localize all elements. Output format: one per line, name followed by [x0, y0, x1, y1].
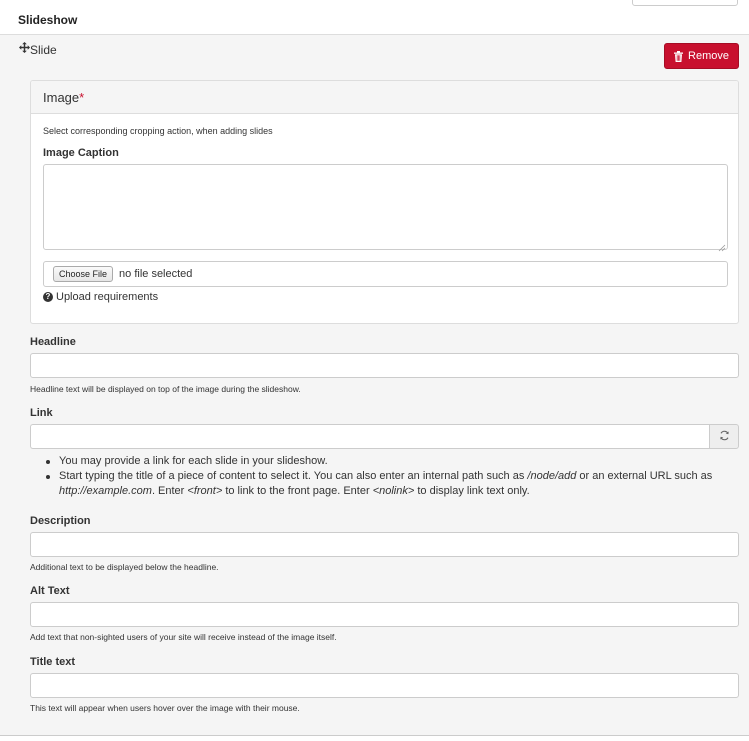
headline-input[interactable] [30, 353, 739, 378]
image-caption-textarea[interactable] [43, 164, 728, 250]
link-input[interactable] [30, 424, 709, 449]
example-node-path: /node/add [527, 470, 577, 482]
trash-icon [674, 51, 683, 62]
move-arrows-icon[interactable] [19, 42, 30, 55]
title-text-label: Title text [30, 656, 76, 668]
link-label: Link [30, 407, 53, 419]
description-help-text: Additional text to be displayed below the headline. [30, 562, 219, 572]
link-help-text-2c: . Enter [151, 485, 188, 497]
link-help-text-2e: to display link text only. [414, 485, 530, 497]
image-heading [31, 81, 738, 114]
description-label: Description [30, 515, 91, 527]
title-text-help-text: This text will appear when users hover over the image with their mouse. [30, 703, 300, 713]
description-input[interactable] [30, 532, 739, 557]
remove-button-label: Remove [688, 50, 729, 62]
upload-requirements-link[interactable] [43, 291, 158, 303]
choose-file-button[interactable]: Choose File [53, 266, 113, 282]
alt-text-input[interactable] [30, 602, 739, 627]
nolink-token: <nolink> [372, 485, 415, 497]
resize-grip-icon[interactable] [718, 239, 726, 247]
image-heading-label: Image [43, 90, 80, 105]
image-caption-label: Image Caption [43, 147, 119, 159]
file-upload-field [43, 261, 728, 287]
upload-requirements-label: Upload requirements [56, 291, 159, 303]
front-token: <front> [187, 485, 223, 497]
autocomplete-addon [709, 424, 739, 449]
question-circle-icon: ? [43, 292, 53, 302]
example-url: http://example.com [59, 485, 152, 497]
top-partial-button[interactable] [632, 0, 738, 6]
list-item [44, 454, 734, 469]
remove-button[interactable] [664, 43, 739, 69]
headline-help-text: Headline text will be displayed on top of the image during the slideshow. [30, 384, 301, 394]
link-help-text-1: You may provide a link for each slide in your slideshow. [59, 455, 328, 467]
headline-label: Headline [30, 336, 76, 348]
crop-help-text: Select corresponding cropping action, when adding slides [43, 126, 273, 136]
slide-label: Slide [30, 43, 57, 57]
refresh-icon [719, 428, 730, 446]
image-fieldset [30, 80, 739, 324]
alt-text-help-text: Add text that non-sighted users of your site will receive instead of the image itself. [30, 632, 337, 642]
file-status-text: no file selected [119, 268, 193, 280]
link-help-text-2b: or an external URL such as [576, 470, 713, 482]
required-marker: * [79, 90, 85, 105]
link-help-text-2d: to link to the front page. Enter [222, 485, 373, 497]
link-help-text-2a: Start typing the title of a piece of content to select it. You can also enter an internal path such as [59, 470, 528, 482]
title-text-input[interactable] [30, 673, 739, 698]
alt-text-label: Alt Text [30, 585, 70, 597]
list-item [44, 469, 734, 499]
section-title: Slideshow [18, 13, 78, 27]
divider [0, 735, 749, 736]
link-help-list [44, 454, 734, 499]
